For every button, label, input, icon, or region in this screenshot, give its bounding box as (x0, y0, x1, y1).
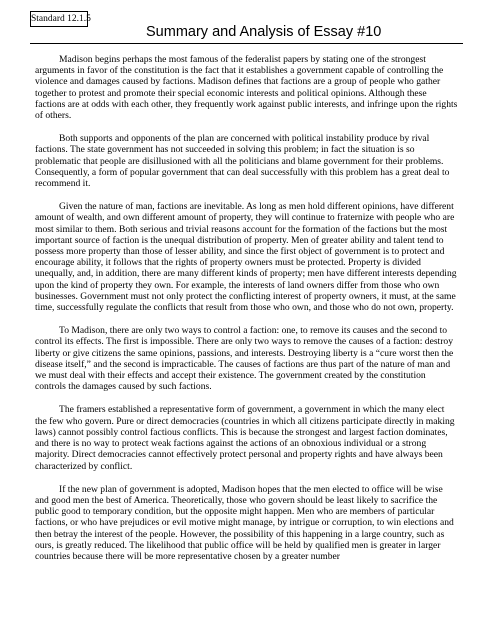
standard-label: Standard 12.1.5 (30, 11, 88, 27)
page-title: Summary and Analysis of Essay #10 (146, 24, 382, 40)
essay-body (35, 54, 458, 574)
paragraph-4: To Madison, there are only two ways to control a faction: one, to remove its causes and the second to control its effects. The first is impossible. There are only two ways to remove the causes of a faction: destroy liberty or give citizens the same opinions, passions, and interests. Destroying liberty is a “cure worst then the disease itself,” and the second is impracticable. The causes of factions are thus part of the nature of man and we must deal with their effects and accept their existence. The government created by the constitution controls the damages caused by such factions. (35, 325, 454, 393)
paragraph-6: If the new plan of government is adopted, Madison hopes that the men elected to office will be wise and good men the best of America. Theoretically, those who govern should be least likely to sacrifice the public good to temporary condition, but the opposite might happen. Men who are members of particular factions, or who have prejudices or evil motive might manage, by intrigue or corruption, to win elections and then betray the interest of the people. However, the possibility of this happening in a large country, such as ours, is greatly reduced. The likelihood that public office will be held by qualified men is greater in larger countries because there will be more representative chosen by a greater number (35, 483, 454, 562)
paragraph-3: Given the nature of man, factions are inevitable. As long as men hold different opinions, have different amount of wealth, and own different amount of property, they will continue to fraternize with people who are most similar to them. Both serious and trivial reasons account for the formation of the factions but the most important source of faction is the unequal distribution of property. Men of greater ability and talent tend to possess more property than those of lesser ability, and since the first object of government is to protect and encourage ability, it follows that the rights of property owners must be protected. Property is divided unequally, and, in addition, there are many different kinds of property; men have different interests depending upon the kind of property they own. For example, the interests of land owners differ from those who own businesses. Government must not only protect the conflicting interest of property owners, it must, at the same time, successfully regulate the conflicts that result from those who own, and those who do not own, property. (35, 201, 457, 314)
paragraph-2: Both supports and opponents of the plan are concerned with political instability produce by rival factions. The state government has not succeeded in solving this problem; in fact the situation is so problematic that people are disillusioned with all the politicians and blame government for their problems. Consequently, a form of popular government that can deal successfully with this problem has a great deal to recommend it. (35, 133, 450, 190)
title-underline (30, 43, 463, 44)
paragraph-1: Madison begins perhaps the most famous of the federalist papers by stating one of the strongest arguments in favor of the constitution is the fact that it establishes a government capable of controlling the violence and damages caused by factions. Madison defines that factions are a group of people who gather together to protest and promote their special economic interests and political opinions. Although these factions are at odds with each other, they frequently work against public interests, and infringe upon the rights of others. (35, 54, 458, 122)
paragraph-5: The framers established a representative form of government, a government in which the many elect the few who govern. Pure or direct democracies (countries in which all citizens participate directly in making laws) cannot possibly control factious conflicts. This is because the strongest and largest faction dominates, and there is no way to protect weak factions against the actions of an obnoxious individual or a strong majority. Direct democracies cannot effectively protect personal and property rights and have always been characterized by conflict. (35, 404, 455, 472)
